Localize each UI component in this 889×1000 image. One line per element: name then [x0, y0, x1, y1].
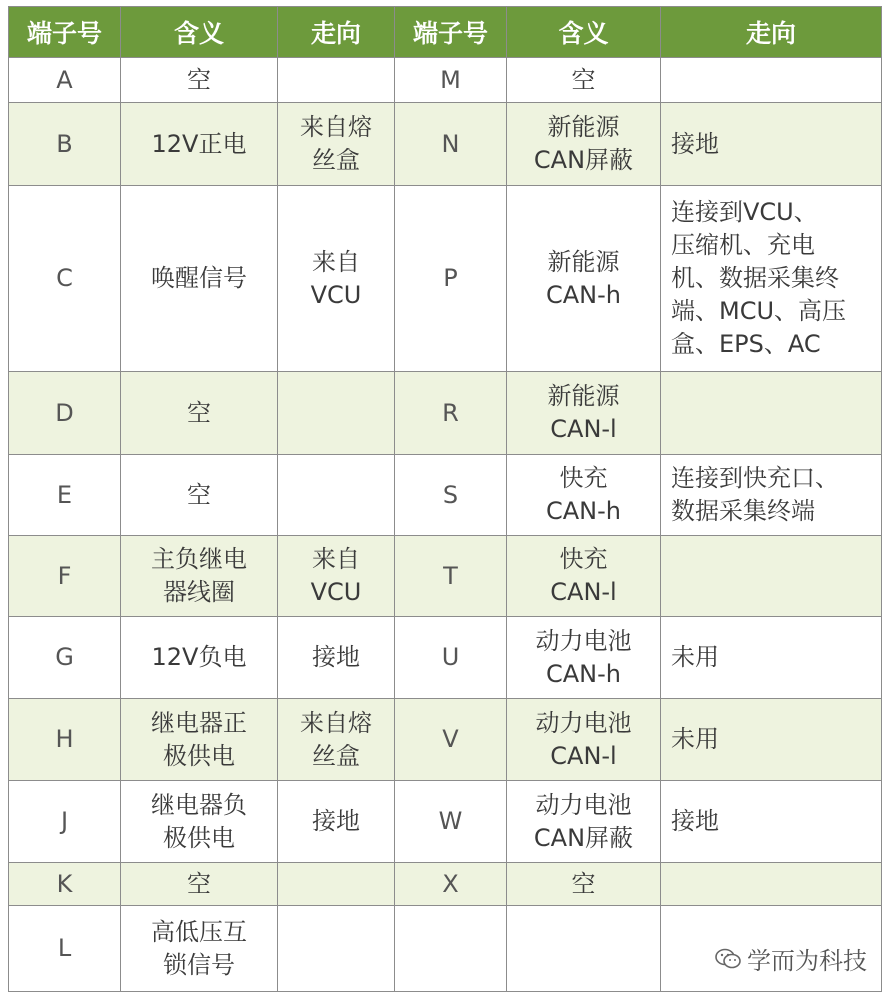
cell-terminal-right: R [395, 372, 507, 455]
cell-direction-left [278, 863, 395, 906]
header-terminal-left: 端子号 [9, 7, 121, 58]
table-row [9, 536, 882, 617]
cell-meaning-right [507, 906, 661, 992]
cell-terminal-left: G [9, 617, 121, 699]
cell-terminal-right: V [395, 699, 507, 781]
cell-direction-right [661, 58, 882, 103]
cell-meaning-right: 空 [507, 863, 661, 906]
cell-terminal-right: S [395, 455, 507, 536]
cell-terminal-left: H [9, 699, 121, 781]
cell-meaning-right: 空 [507, 58, 661, 103]
table-row [9, 372, 882, 455]
cell-terminal-right: T [395, 536, 507, 617]
cell-direction-left: 接地 [278, 781, 395, 863]
cell-meaning-left: 继电器负 极供电 [121, 781, 278, 863]
cell-direction-right: 未用 [661, 699, 882, 781]
cell-direction-left: 来自熔 丝盒 [278, 699, 395, 781]
watermark-text: 学而为科技 [747, 947, 867, 975]
header-meaning-left: 含义 [121, 7, 278, 58]
cell-terminal-right: P [395, 186, 507, 372]
cell-direction-right: 未用 [661, 617, 882, 699]
cell-meaning-right: 动力电池 CAN-h [507, 617, 661, 699]
table-row [9, 455, 882, 536]
cell-direction-right: 接地 [661, 103, 882, 186]
cell-terminal-left: K [9, 863, 121, 906]
cell-terminal-right: M [395, 58, 507, 103]
cell-meaning-right: 快充 CAN-l [507, 536, 661, 617]
cell-meaning-right: 新能源 CAN-h [507, 186, 661, 372]
cell-direction-right: 连接到快充口、 数据采集终端 [661, 455, 882, 536]
wechat-icon [715, 948, 741, 970]
cell-direction-left: 接地 [278, 617, 395, 699]
cell-direction-right [661, 536, 882, 617]
cell-meaning-left: 12V正电 [121, 103, 278, 186]
cell-meaning-left: 12V负电 [121, 617, 278, 699]
table-row [9, 781, 882, 863]
cell-meaning-left: 空 [121, 372, 278, 455]
cell-terminal-left: E [9, 455, 121, 536]
cell-meaning-right: 动力电池 CAN屏蔽 [507, 781, 661, 863]
table-row [9, 103, 882, 186]
table-row [9, 617, 882, 699]
cell-terminal-left: C [9, 186, 121, 372]
header-direction-right: 走向 [661, 7, 882, 58]
cell-direction-left [278, 58, 395, 103]
cell-direction-left: 来自 VCU [278, 536, 395, 617]
table-row [9, 58, 882, 103]
table-row [9, 699, 882, 781]
cell-terminal-left: D [9, 372, 121, 455]
cell-meaning-left: 空 [121, 863, 278, 906]
cell-terminal-left: A [9, 58, 121, 103]
watermark [715, 941, 867, 976]
cell-terminal-right: U [395, 617, 507, 699]
cell-direction-right: 连接到VCU、 压缩机、充电 机、数据采集终 端、MCU、高压 盒、EPS、AC [661, 186, 882, 372]
header-direction-left: 走向 [278, 7, 395, 58]
cell-direction-right [661, 372, 882, 455]
table-row [9, 186, 882, 372]
cell-terminal-right: N [395, 103, 507, 186]
cell-direction-left [278, 906, 395, 992]
cell-meaning-left: 空 [121, 58, 278, 103]
cell-meaning-right: 新能源 CAN-l [507, 372, 661, 455]
cell-direction-left [278, 455, 395, 536]
cell-meaning-right: 新能源 CAN屏蔽 [507, 103, 661, 186]
cell-meaning-right: 快充 CAN-h [507, 455, 661, 536]
cell-terminal-left: F [9, 536, 121, 617]
cell-terminal-left: B [9, 103, 121, 186]
cell-terminal-left: L [9, 906, 121, 992]
terminal-table-container [8, 6, 881, 992]
cell-terminal-left: J [9, 781, 121, 863]
cell-terminal-right: W [395, 781, 507, 863]
cell-meaning-right: 动力电池 CAN-l [507, 699, 661, 781]
cell-terminal-right: X [395, 863, 507, 906]
cell-direction-left [278, 372, 395, 455]
table-body [9, 58, 882, 992]
cell-meaning-left: 主负继电 器线圈 [121, 536, 278, 617]
cell-meaning-left: 空 [121, 455, 278, 536]
terminal-table [8, 6, 882, 992]
cell-direction-right [661, 863, 882, 906]
header-meaning-right: 含义 [507, 7, 661, 58]
cell-meaning-left: 高低压互 锁信号 [121, 906, 278, 992]
table-row [9, 863, 882, 906]
cell-meaning-left: 继电器正 极供电 [121, 699, 278, 781]
header-row [9, 7, 882, 58]
cell-direction-left: 来自熔 丝盒 [278, 103, 395, 186]
cell-terminal-right [395, 906, 507, 992]
cell-direction-left: 来自 VCU [278, 186, 395, 372]
cell-direction-right: 接地 [661, 781, 882, 863]
cell-meaning-left: 唤醒信号 [121, 186, 278, 372]
header-terminal-right: 端子号 [395, 7, 507, 58]
